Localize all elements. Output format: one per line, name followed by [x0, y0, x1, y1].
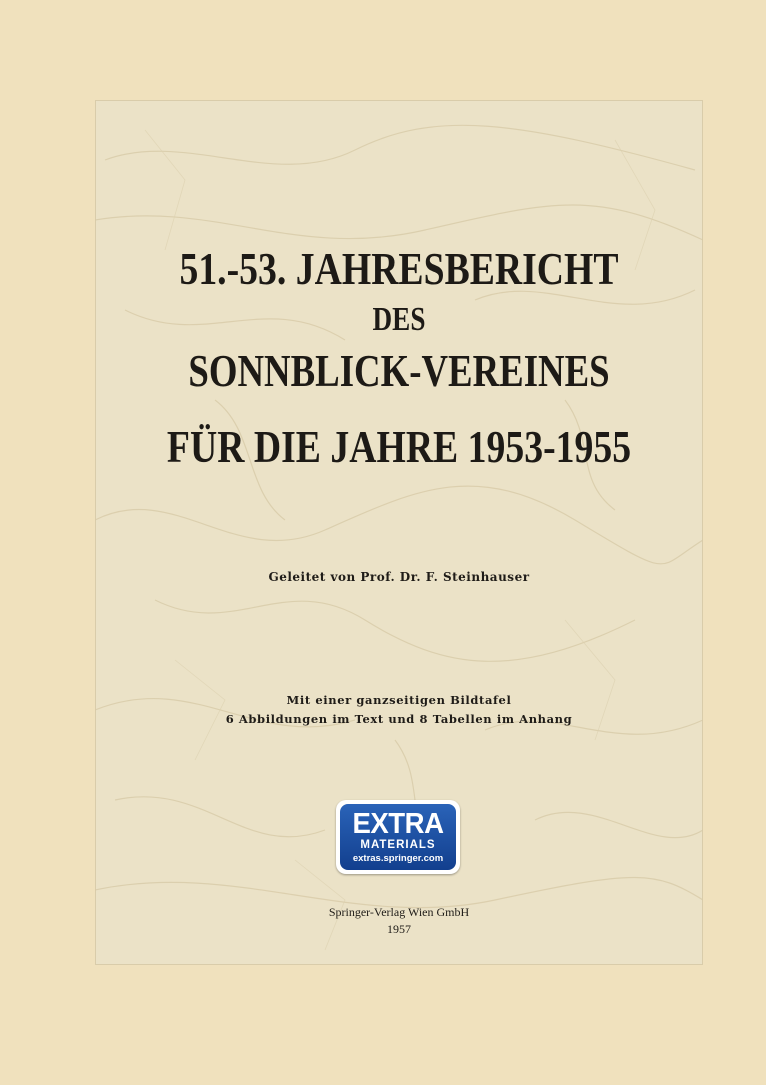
badge-extra-label: EXTRA	[352, 808, 444, 840]
book-cover	[95, 100, 703, 965]
badge-panel	[340, 804, 456, 870]
plates-note: Mit einer ganzseitigen Bildtafel	[286, 693, 512, 707]
title-line-3: SONNBLICK-VEREINES	[188, 345, 610, 396]
badge-materials-label: MATERIALS	[360, 839, 436, 851]
title-line-4: FÜR DIE JAHRE 1953-1955	[166, 421, 632, 472]
figures-note: 6 Abbildungen im Text und 8 Tabellen im Anhang	[225, 712, 573, 726]
extra-materials-badge[interactable]	[336, 800, 460, 874]
editor-credit: Geleitet von Prof. Dr. F. Steinhauser	[268, 570, 530, 584]
title-line-1: 51.-53. JAHRESBERICHT	[179, 243, 619, 294]
publisher: Springer-Verlag Wien GmbH	[328, 905, 470, 919]
badge-url: extras.springer.com	[352, 853, 444, 864]
title-line-2: DES	[372, 301, 426, 338]
publication-year: 1957	[387, 922, 411, 936]
